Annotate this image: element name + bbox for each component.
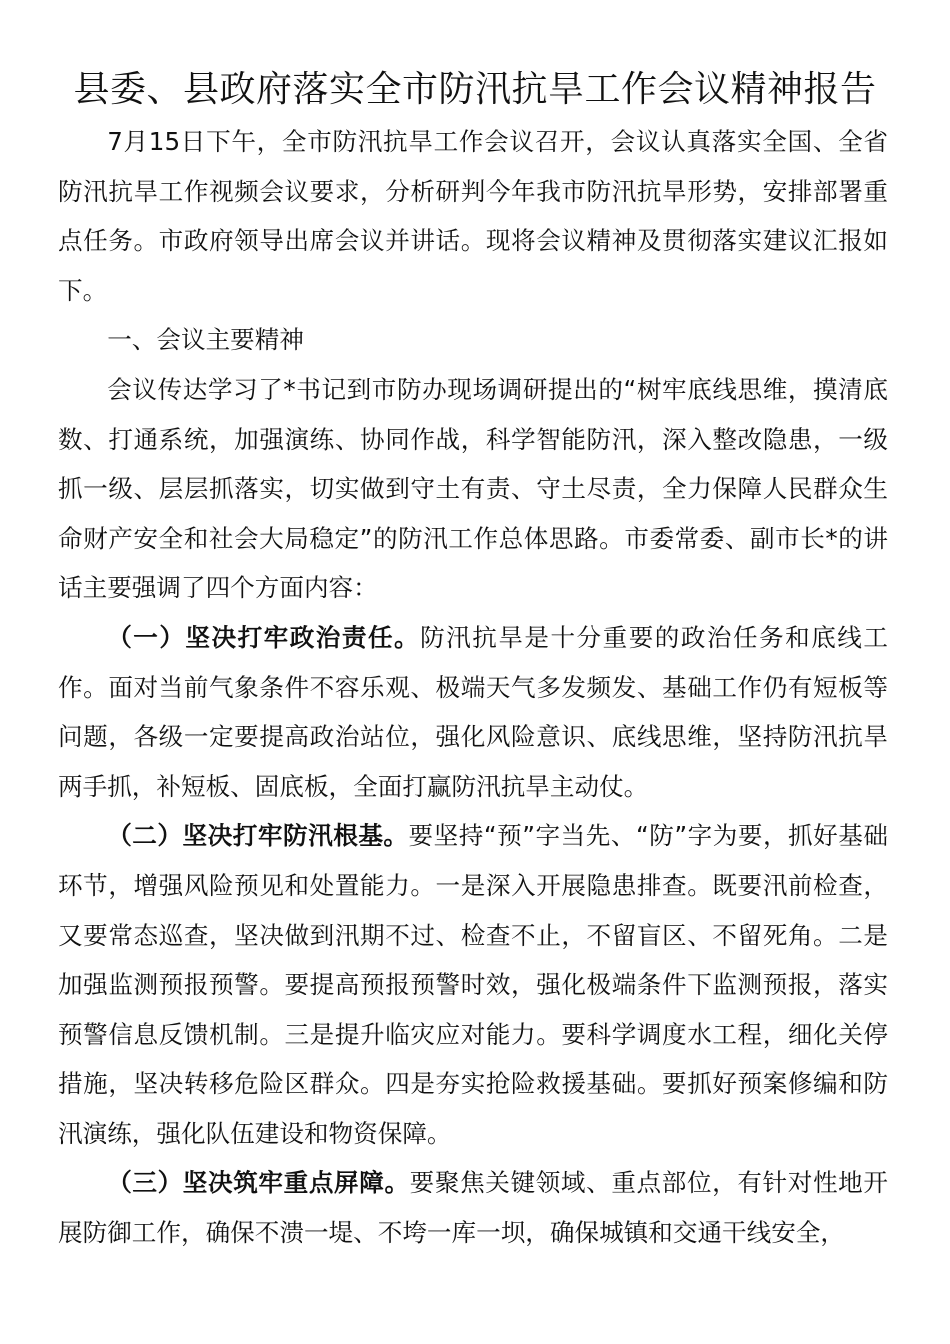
document-body [58,117,888,1258]
point-2-lead: （二）坚决打牢防汛根基。 [107,821,409,851]
point-2-text: 要坚持“预”字当先、“防”字为要，抓好基础环节，增强风险预见和处置能力。一是深入开展隐患排查。既要汛前检查，又要常态巡查，坚决做到汛期不过、检查不止，不留盲区、不留死角。二是加强监测预报预警。要提高预报预警时效，强化极端条件下监测预报，落实预警信息反馈机制。三是提升临灾应对能力。要科学调度水工程，细化关停措施，坚决转移危险区群众。四是夯实抢险救援基础。要抓好预案修编和防汛演练，强化队伍建设和物资保障。 [58,821,888,1148]
point-2-paragraph [58,811,888,1158]
section-1-paragraph: 会议传达学习了*书记到市防办现场调研提出的“树牢底线思维，摸清底数、打通系统，加强演练、协同作战，科学智能防汛，深入整改隐患，一级抓一级、层层抓落实，切实做到守土有责、守土尽责，全力保障人民群众生命财产安全和社会大局稳定”的防汛工作总体思路。市委常委、副市长*的讲话主要强调了四个方面内容： [58,374,888,603]
point-1-lead: （一）坚决打牢政治责任。 [107,622,421,652]
document-title: 县委、县政府落实全市防汛抗旱工作会议精神报告 [73,69,877,110]
point-3-paragraph [58,1158,888,1257]
point-3-lead: （三）坚决筑牢重点屏障。 [107,1168,410,1198]
point-1-text: 防汛抗旱是十分重要的政治任务和底线工作。面对当前气象条件不容乐观、极端天气多发频发、基础工作仍有短板等问题，各级一定要提高政治站位，强化风险意识、底线思维，坚持防汛抗旱两手抓，补短板、固底板，全面打赢防汛抗旱主动仗。 [58,622,888,801]
point-1-paragraph [58,613,888,811]
point-3-text: 要聚焦关键领域、重点部位，有针对性地开展防御工作，确保不溃一堤、不垮一库一坝，确保城镇和交通干线安全， [58,1168,888,1248]
section-heading-1: 一、会议主要精神 [107,325,304,355]
intro-paragraph: 7月15日下午，全市防汛抗旱工作会议召开，会议认真落实全国、全省防汛抗旱工作视频会议要求，分析研判今年我市防汛抗旱形势，安排部署重点任务。市政府领导出席会议并讲话。现将会议精神及贯彻落实建议汇报如下。 [58,127,888,305]
